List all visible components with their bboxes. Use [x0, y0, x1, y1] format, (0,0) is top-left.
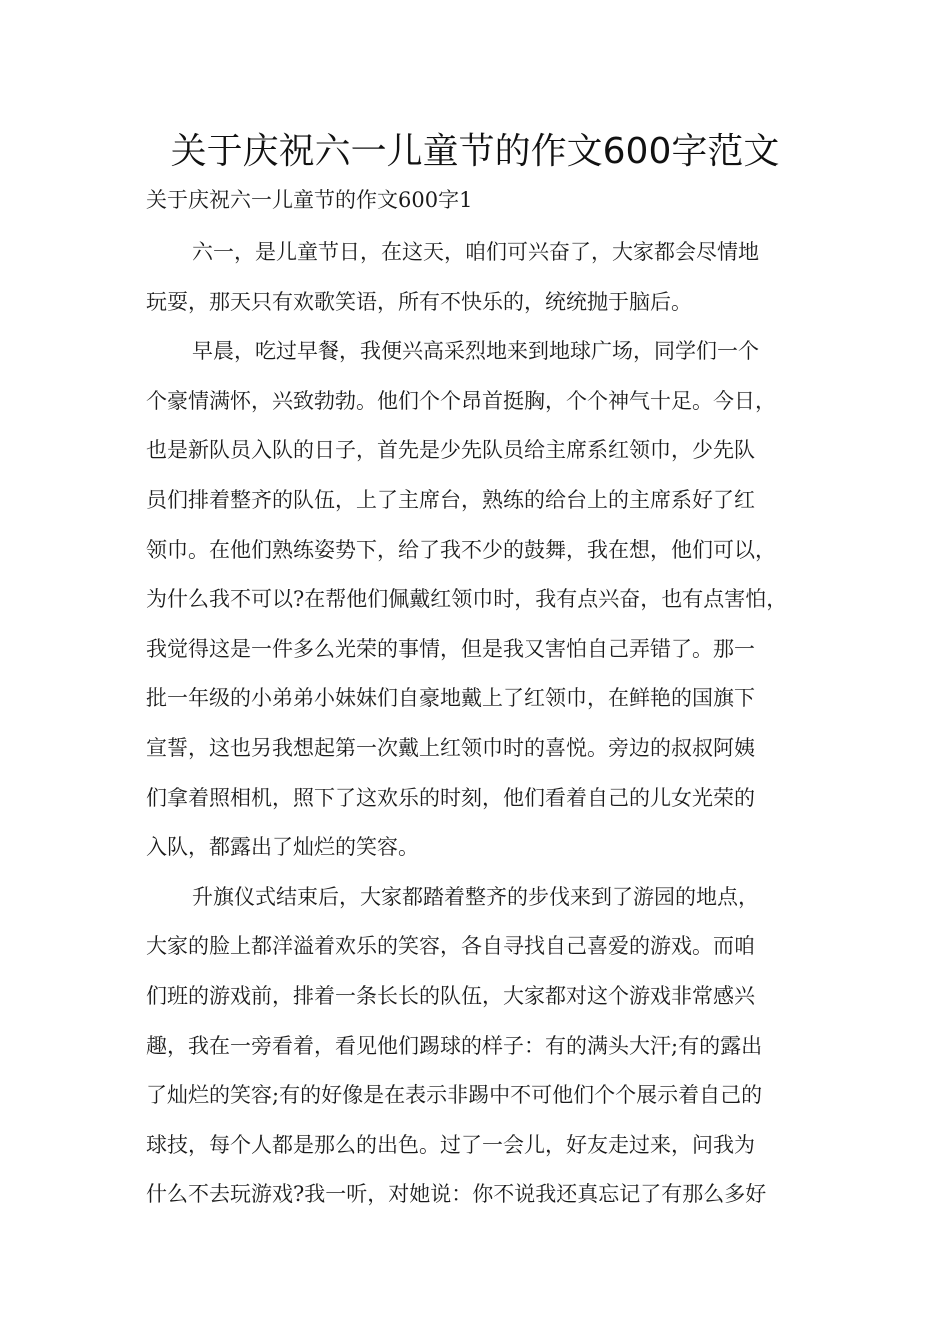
paragraph-line: 批一年级的小弟弟小妹妹们自豪地戴上了红领巾，在鲜艳的国旗下: [146, 686, 755, 711]
paragraph-line: 宣誓，这也另我想起第一次戴上红领巾时的喜悦。旁边的叔叔阿姨: [146, 735, 755, 760]
paragraph-line: 升旗仪式结束后，大家都踏着整齐的步伐来到了游园的地点，: [192, 884, 759, 909]
paragraph-line: 了灿烂的笑容;有的好像是在表示非踢中不可他们个个展示着自己的: [146, 1083, 763, 1108]
paragraph-line: 球技，每个人都是那么的出色。过了一会儿，好友走过来，问我为: [146, 1132, 755, 1157]
paragraph-line: 们班的游戏前，排着一条长长的队伍，大家都对这个游戏非常感兴: [146, 983, 755, 1008]
paragraph-line: 什么不去玩游戏?我一听，对她说：你不说我还真忘记了有那么多好: [146, 1182, 767, 1207]
paragraph-line: 玩耍，那天只有欢歌笑语，所有不快乐的，统统抛于脑后。: [146, 289, 692, 314]
essay-paragraph: [146, 873, 822, 1220]
paragraph-line: 趣，我在一旁看着，看见他们踢球的样子：有的满头大汗;有的露出: [146, 1033, 763, 1058]
paragraph-line: 大家的脸上都洋溢着欢乐的笑容，各自寻找自己喜爱的游戏。而咱: [146, 934, 755, 959]
essay-subheading: 关于庆祝六一儿童节的作文600字1: [146, 188, 473, 212]
paragraph-line: 个豪情满怀，兴致勃勃。他们个个昂首挺胸，个个神气十足。今日，: [146, 388, 776, 413]
essay-body: [146, 228, 822, 1220]
document-title: 关于庆祝六一儿童节的作文600字范文: [170, 131, 780, 172]
essay-paragraph: [146, 228, 822, 327]
paragraph-line: 领巾。在他们熟练姿势下，给了我不少的鼓舞，我在想，他们可以，: [146, 537, 776, 562]
paragraph-line: 入队，都露出了灿烂的笑容。: [146, 835, 419, 860]
paragraph-line: 也是新队员入队的日子，首先是少先队员给主席系红领巾，少先队: [146, 438, 755, 463]
paragraph-line: 为什么我不可以?在帮他们佩戴红领巾时，我有点兴奋，也有点害怕，: [146, 587, 788, 612]
essay-paragraph: [146, 327, 822, 873]
paragraph-line: 员们排着整齐的队伍，上了主席台，熟练的给台上的主席系好了红: [146, 487, 755, 512]
paragraph-line: 早晨，吃过早餐，我便兴高采烈地来到地球广场，同学们一个: [192, 339, 759, 364]
paragraph-line: 我觉得这是一件多么光荣的事情，但是我又害怕自己弄错了。那一: [146, 636, 755, 661]
paragraph-line: 们拿着照相机，照下了这欢乐的时刻，他们看着自己的儿女光荣的: [146, 785, 755, 810]
paragraph-line: 六一，是儿童节日，在这天，咱们可兴奋了，大家都会尽情地: [192, 240, 759, 264]
